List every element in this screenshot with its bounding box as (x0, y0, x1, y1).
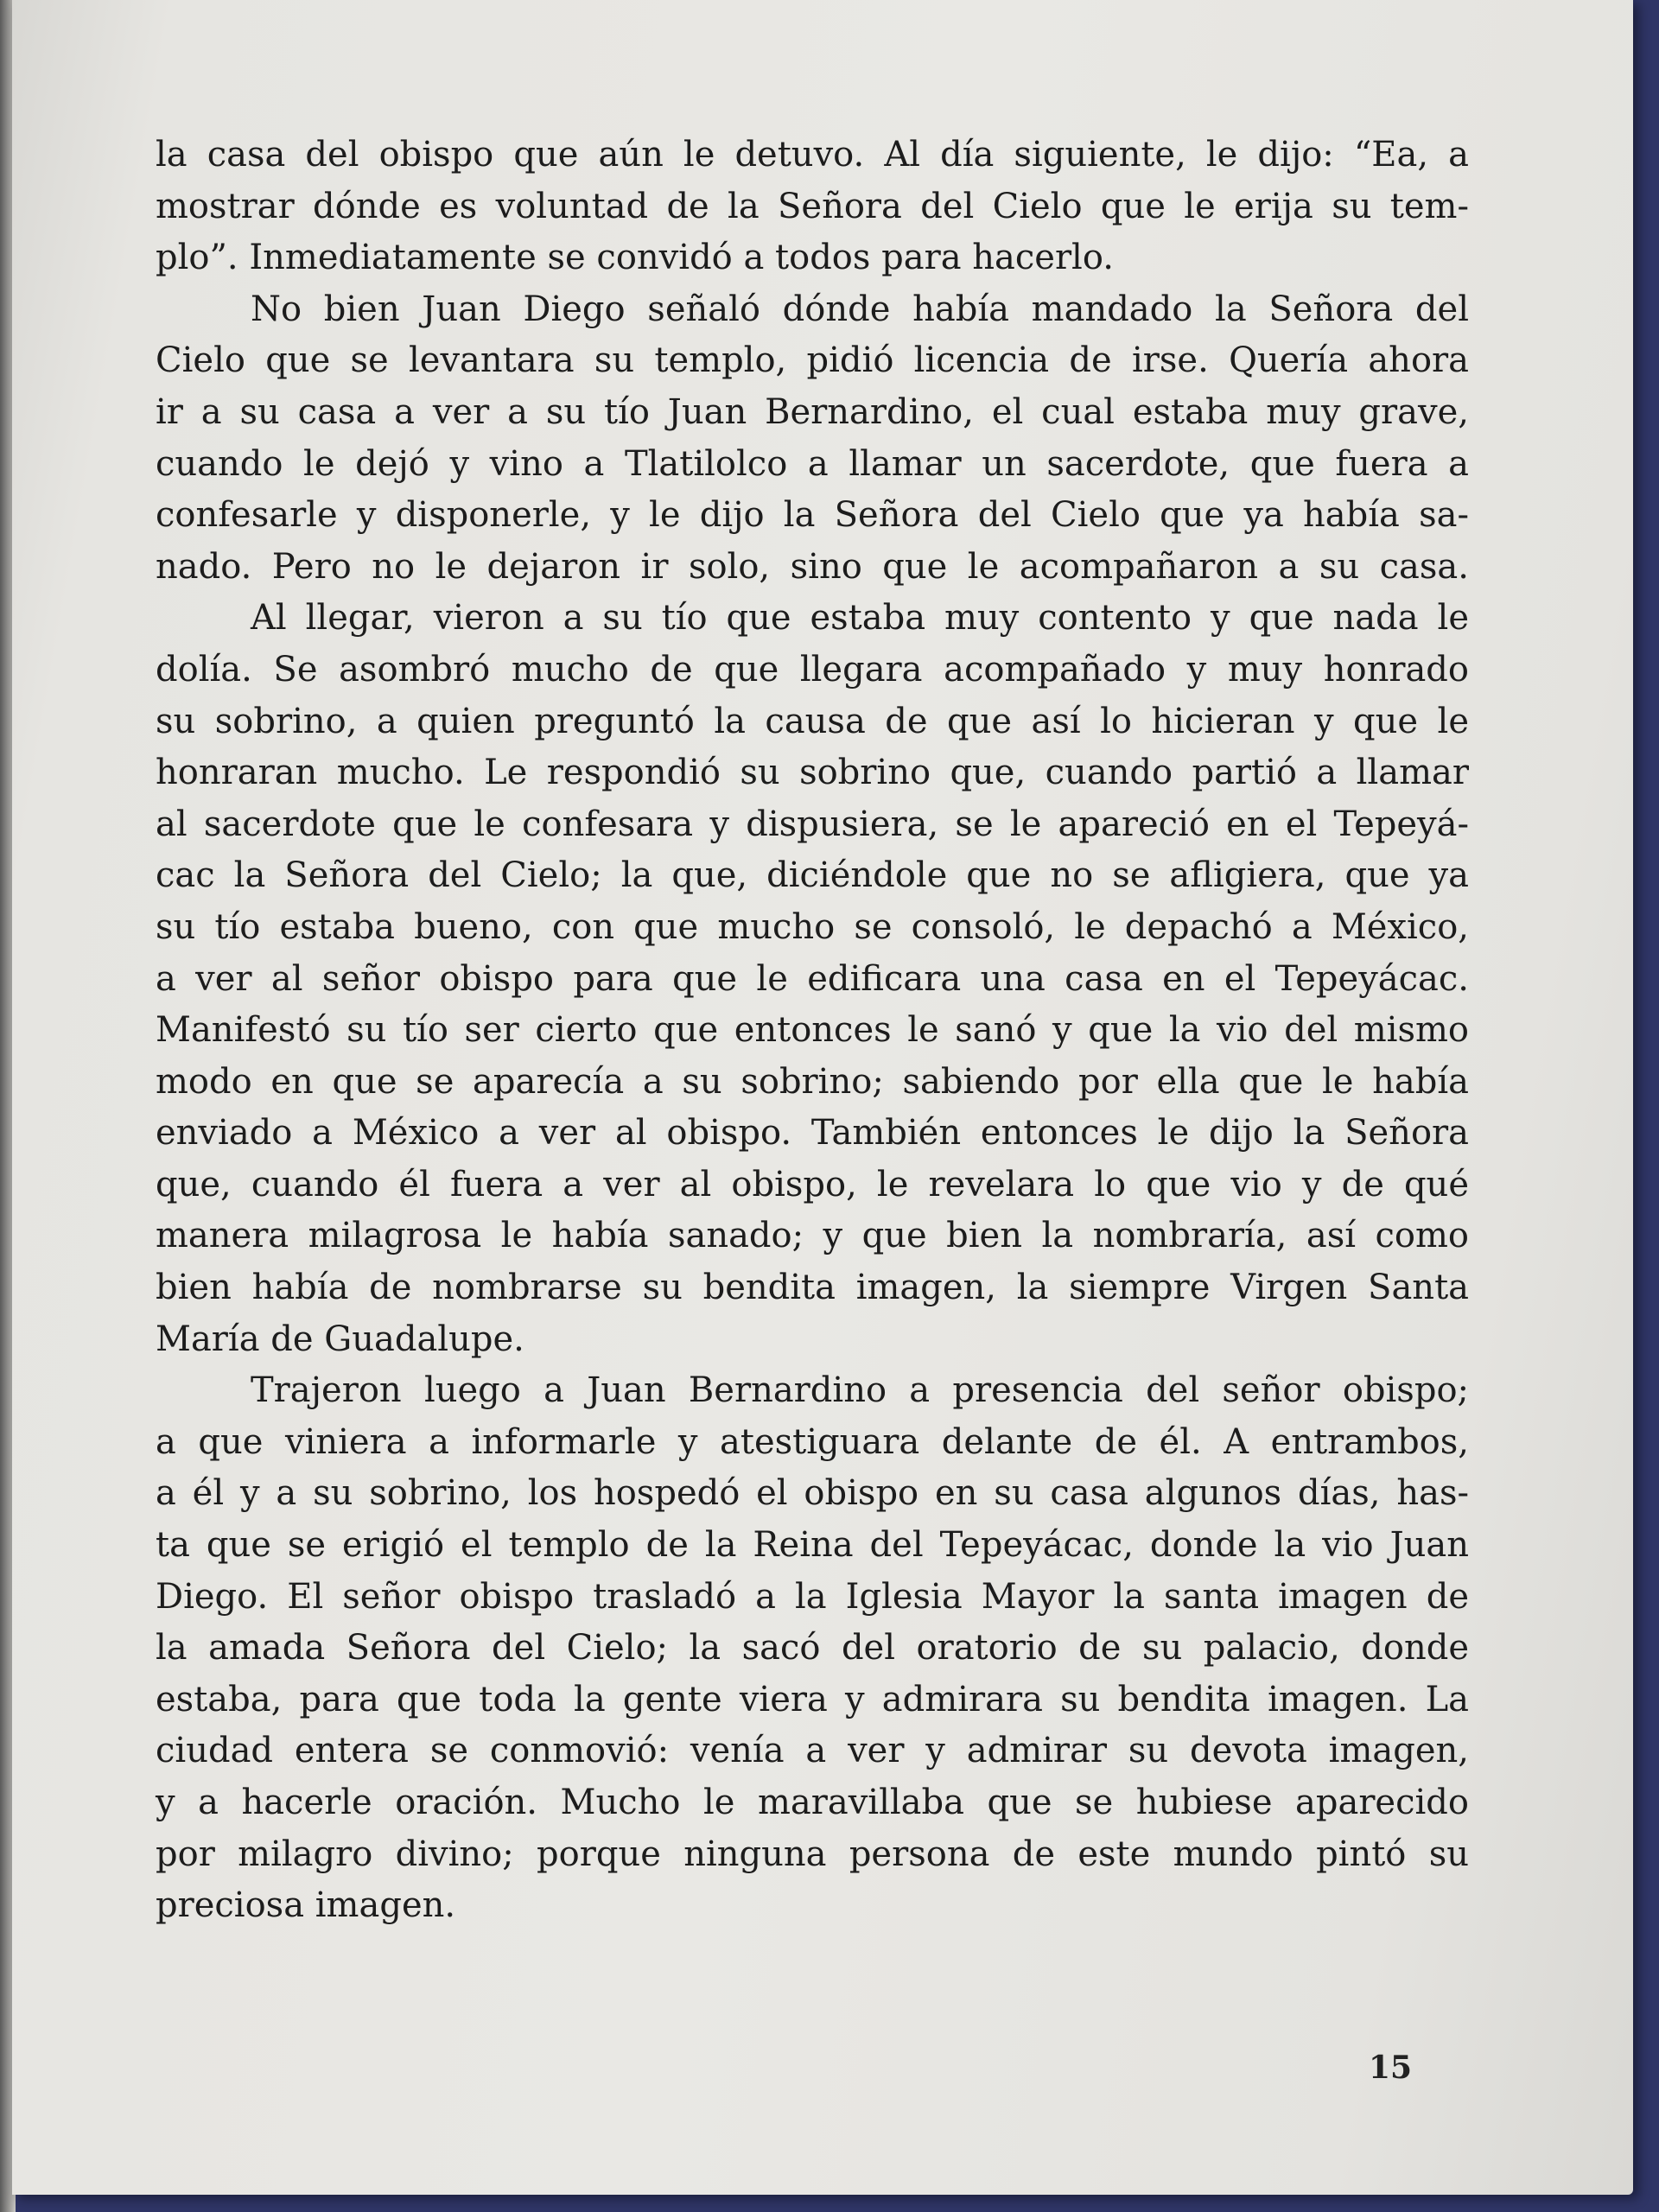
paragraph-start-line: Al llegar, vieron a su tío que estaba muy contento y que nada le (251, 598, 1469, 639)
paragraph-start-line: Trajeron luego a Juan Bernardino a presencia del señor obispo; (251, 1370, 1469, 1411)
text-line: nado. Pero no le dejaron ir solo, sino que le acompañaron a su casa. (156, 546, 1469, 587)
text-line: que, cuando él fuera a ver al obispo, le revelara lo que vio y de qué (156, 1164, 1469, 1205)
text-line: su sobrino, a quien preguntó la causa de que así lo hicieran y que le (156, 701, 1469, 741)
text-line: modo en que se aparecía a su sobrino; sabiendo por ella que le había (156, 1061, 1469, 1102)
body-text (156, 130, 1469, 1932)
text-line: y a hacerle oración. Mucho le maravillaba que se hubiese aparecido (156, 1783, 1469, 1822)
text-line: por milagro divino; porque ninguna persona de este mundo pintó su (156, 1834, 1469, 1874)
text-line: preciosa imagen. (156, 1885, 456, 1926)
text-line: estaba, para que toda la gente viera y admirara su bendita imagen. La (156, 1679, 1469, 1719)
text-line: a ver al señor obispo para que le edificara una casa en el Tepeyácac. (156, 958, 1469, 999)
text-line: Manifestó su tío ser cierto que entonces le sanó y que la vio del mismo (156, 1010, 1469, 1051)
text-line: al sacerdote que le confesara y dispusiera, se le apareció en el Tepeyá- (156, 804, 1469, 844)
text-line: ta que se erigió el templo de la Reina del Tepeyácac, donde la vio Juan (156, 1525, 1469, 1566)
text-line: la casa del obispo que aún le detuvo. Al día siguiente, le dijo: “Ea, a (156, 135, 1469, 175)
text-line: su tío estaba bueno, con que mucho se consoló, le depachó a México, (156, 906, 1469, 947)
text-line: a él y a su sobrino, los hospedó el obispo en su casa algunos días, has- (156, 1473, 1469, 1514)
text-line: María de Guadalupe. (156, 1319, 524, 1359)
text-line: la amada Señora del Cielo; la sacó del oratorio de su palacio, donde (156, 1628, 1469, 1669)
text-line: Cielo que se levantara su templo, pidió licencia de irse. Quería ahora (156, 340, 1469, 381)
text-line: Diego. El señor obispo trasladó a la Iglesia Mayor la santa imagen de (156, 1576, 1469, 1617)
text-line: ir a su casa a ver a su tío Juan Bernardino, el cual estaba muy grave, (156, 391, 1469, 432)
text-line: cac la Señora del Cielo; la que, diciéndole que no se afligiera, que ya (156, 855, 1469, 896)
text-line: a que viniera a informarle y atestiguara delante de él. A entrambos, (156, 1421, 1469, 1462)
book-page (12, 0, 1633, 2195)
text-line: plo”. Inmediatamente se convidó a todos para hacerlo. (156, 238, 1114, 278)
text-line: mostrar dónde es voluntad de la Señora del Cielo que le erija su tem- (156, 186, 1469, 226)
text-line: cuando le dejó y vino a Tlatilolco a llamar un sacerdote, que fuera a (156, 443, 1469, 484)
page-number: 15 (1369, 2050, 1413, 2086)
text-line: confesarle y disponerle, y le dijo la Señora del Cielo que ya había sa- (156, 495, 1469, 536)
paragraph-start-line: No bien Juan Diego señaló dónde había mandado la Señora del (251, 289, 1469, 329)
text-line: honraran mucho. Le respondió su sobrino que, cuando partió a llamar (156, 753, 1469, 793)
text-line: manera milagrosa le había sanado; y que bien la nombraría, así como (156, 1216, 1469, 1256)
text-line: enviado a México a ver al obispo. También entonces le dijo la Señora (156, 1113, 1469, 1154)
text-line: dolía. Se asombró mucho de que llegara acompañado y muy honrado (156, 649, 1469, 690)
text-line: ciudad entera se conmovió: venía a ver y admirar su devota imagen, (156, 1731, 1469, 1771)
text-line: bien había de nombrarse su bendita imagen, la siempre Virgen Santa (156, 1268, 1469, 1308)
